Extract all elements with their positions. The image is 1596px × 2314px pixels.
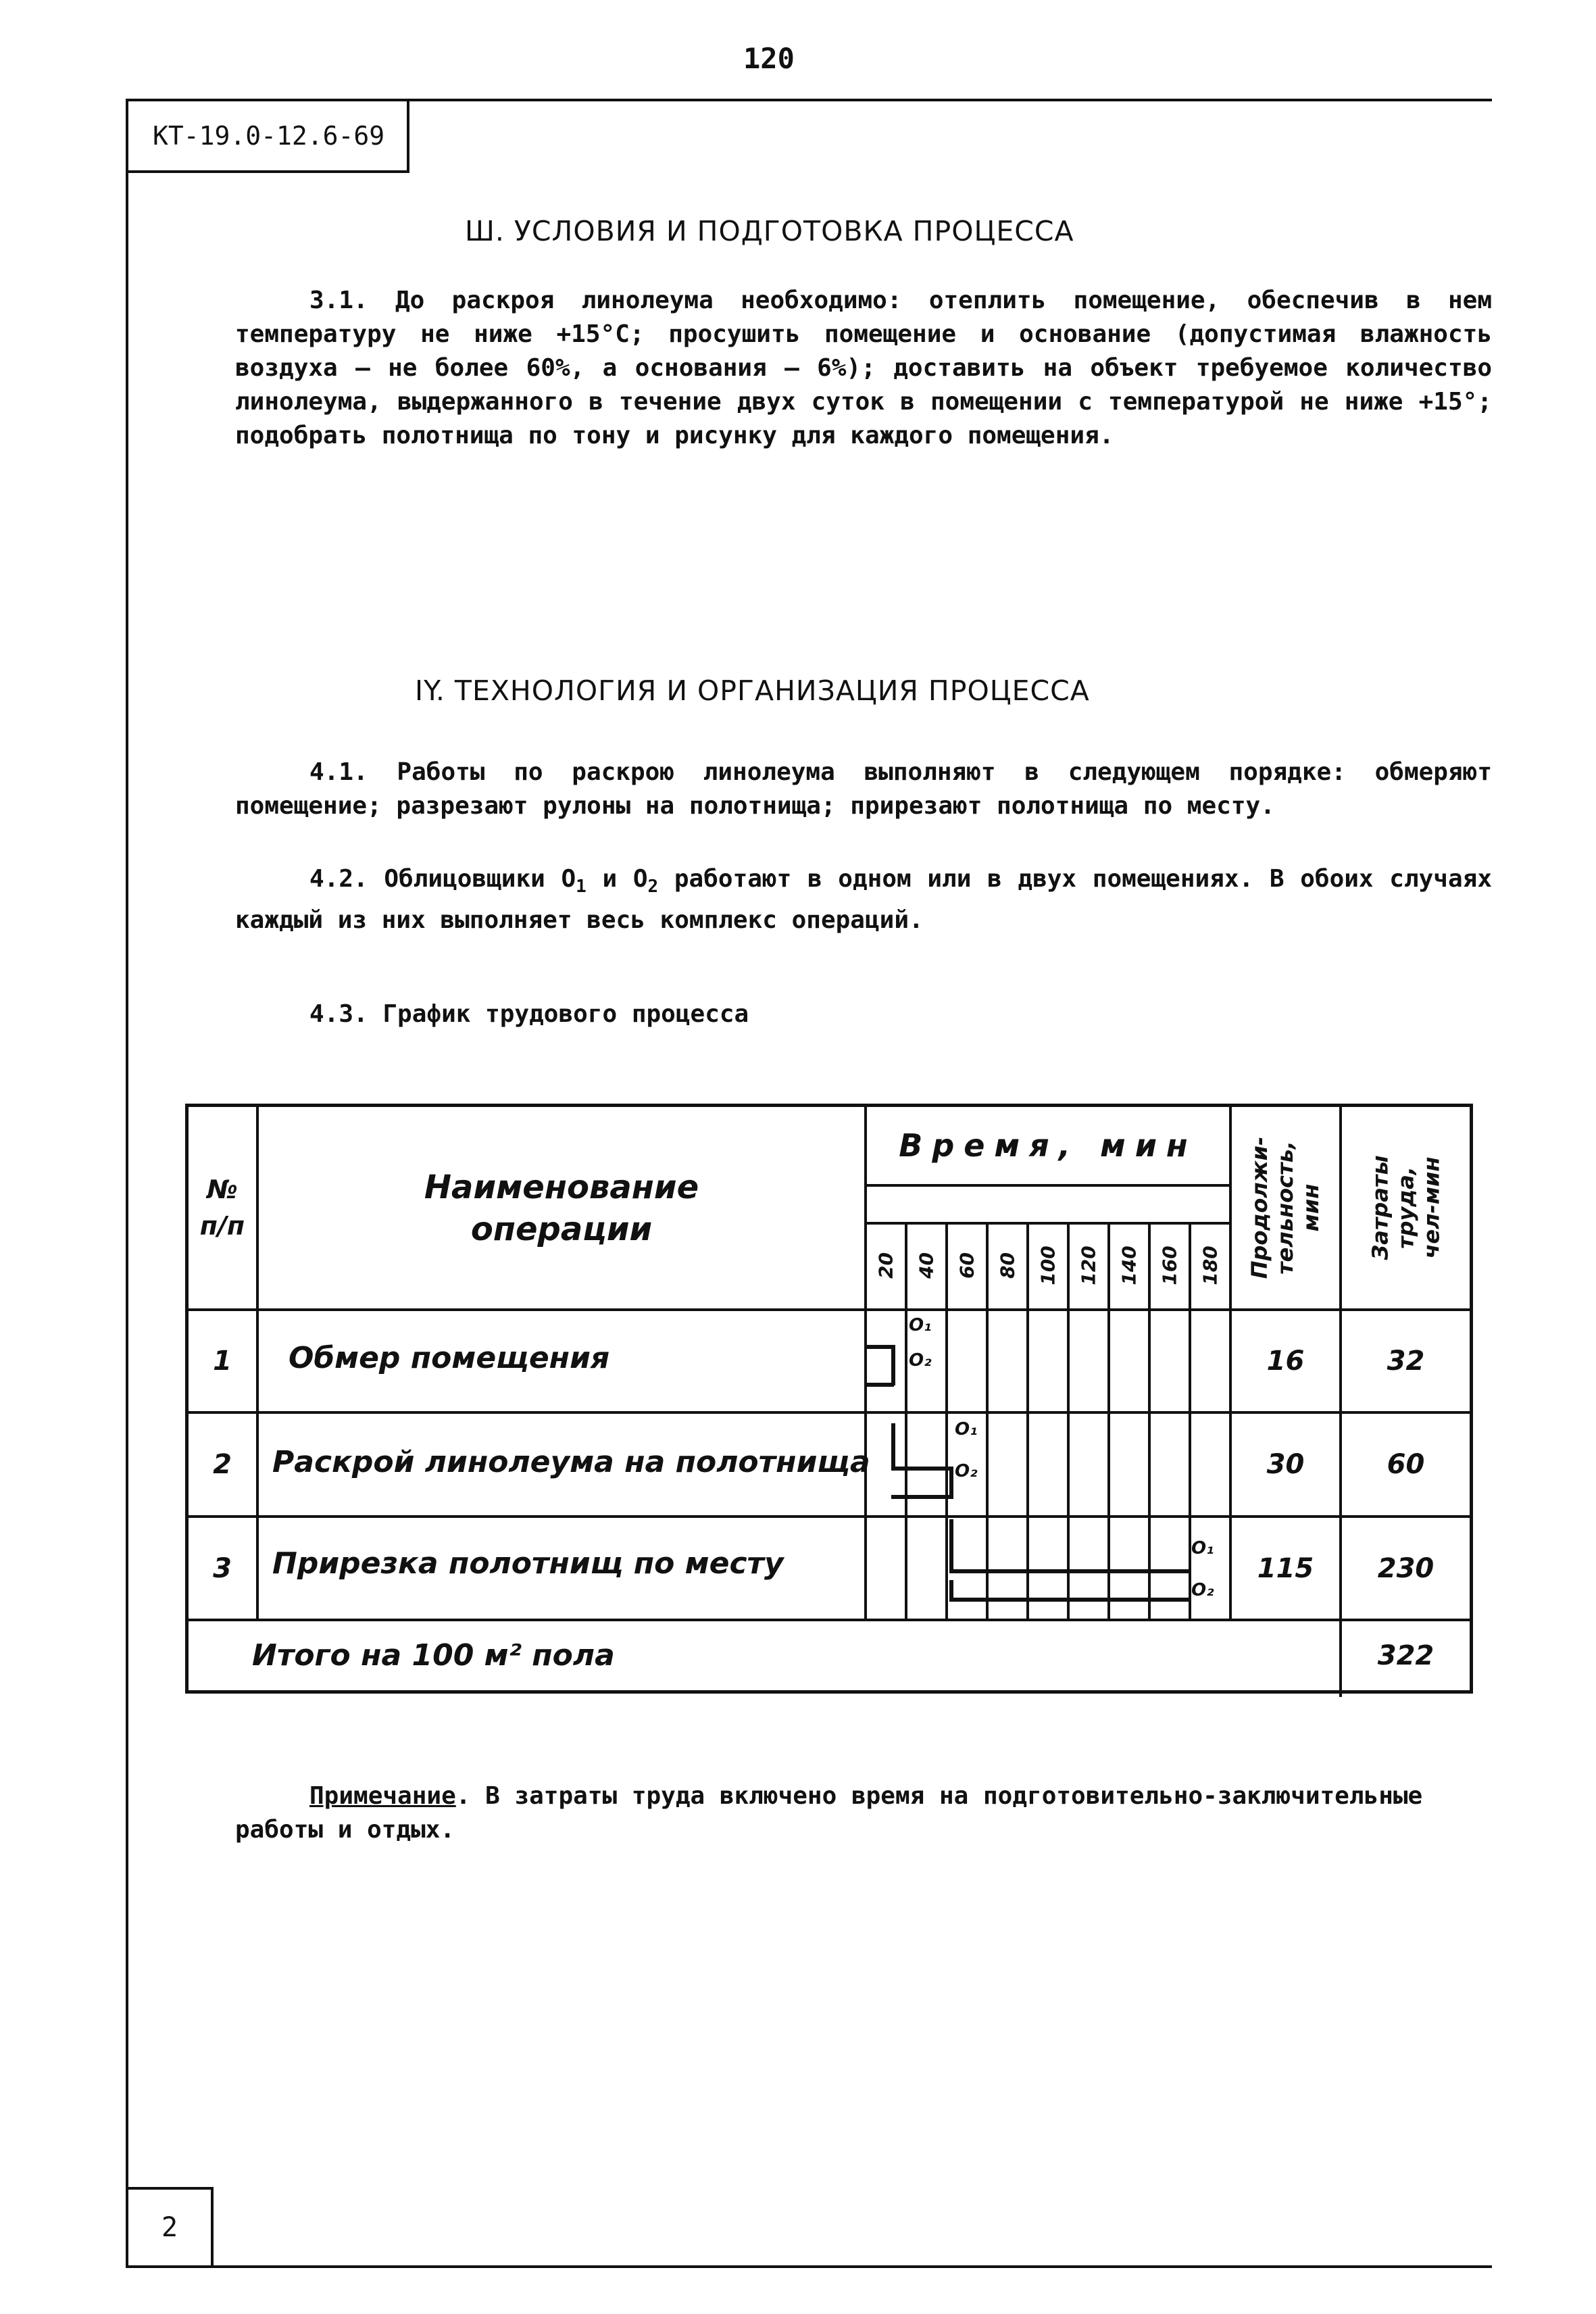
header-labor-text: Затраты труда, чел-мин	[1367, 1155, 1445, 1260]
header-operation-name	[259, 1134, 864, 1283]
tick-20: 20	[874, 1252, 897, 1279]
header-duration	[1232, 1107, 1339, 1308]
tick-80: 80	[996, 1252, 1019, 1279]
row-3-bar-o1-start	[949, 1519, 953, 1572]
time-grid-2	[945, 1222, 948, 1619]
tick-40: 40	[915, 1252, 938, 1279]
row-1-bar-o1	[867, 1345, 894, 1349]
time-grid-8	[1189, 1222, 1191, 1619]
row-1-name: Обмер помещения	[289, 1341, 610, 1375]
row-3-bottom-line	[189, 1619, 1470, 1621]
row-1-bar-o2	[867, 1383, 894, 1387]
tick-100: 100	[1037, 1246, 1059, 1285]
section-3-title: Ш. УСЛОВИЯ И ПОДГОТОВКА ПРОЦЕССА	[465, 215, 1074, 247]
row-3-bar-o2	[949, 1598, 1189, 1602]
row-1-duration: 16	[1266, 1346, 1305, 1377]
row-3-duration: 115	[1257, 1552, 1314, 1584]
time-grid-1	[905, 1222, 907, 1619]
frame-left-line	[126, 99, 128, 2268]
row-2-bar-o1-start	[891, 1423, 895, 1469]
header-operation-name-text: Наименование операции	[424, 1168, 699, 1248]
sheet-number: 2	[126, 2187, 214, 2268]
row-1-number: 1	[213, 1346, 232, 1377]
section-3-paragraph	[235, 284, 1492, 453]
total-labor: 322	[1377, 1640, 1435, 1671]
section-4-title: IY. ТЕХНОЛОГИЯ И ОРГАНИЗАЦИЯ ПРОЦЕССА	[415, 674, 1090, 707]
row-2-bar-o2	[891, 1495, 952, 1499]
tick-160: 160	[1158, 1246, 1181, 1285]
note-label: Примечание	[309, 1782, 456, 1810]
row-2-worker-1: О₁	[955, 1419, 978, 1439]
paragraph-4-1-text: 4.1. Работы по раскрою линолеума выполняют в следующем порядке: обмеряют помещение; разрезают рулоны на полотнища; прирезают полотнища по месту.	[235, 758, 1492, 820]
row-3-name: Прирезка полотнищ по месту	[272, 1546, 784, 1581]
row-3-bar-o1	[949, 1569, 1189, 1573]
total-label: Итого на 100 м² пола	[252, 1638, 615, 1673]
row-2-labor: 60	[1387, 1449, 1425, 1480]
row-2-duration: 30	[1266, 1449, 1305, 1480]
paragraph-4-1	[235, 756, 1492, 823]
row-1-labor: 32	[1387, 1346, 1425, 1377]
header-number	[189, 1107, 256, 1308]
paragraph-4-2	[235, 862, 1492, 937]
time-grid-7	[1148, 1222, 1151, 1619]
row-1-bar-o1-end	[891, 1345, 895, 1385]
time-grid-5	[1067, 1222, 1070, 1619]
header-time: Время, мин	[899, 1127, 1197, 1164]
paragraph-4-2-part-b: и О	[586, 865, 648, 893]
header-number-text: № п/п	[199, 1175, 245, 1241]
labor-process-table	[185, 1104, 1473, 1694]
row-3-worker-1: О₁	[1191, 1538, 1214, 1558]
row-2-number: 2	[213, 1449, 232, 1480]
tick-60: 60	[955, 1252, 978, 1279]
paragraph-4-2-sub-1: 1	[576, 877, 587, 897]
paragraph-4-3	[235, 998, 1492, 1031]
tick-140: 140	[1118, 1246, 1141, 1285]
note-text: . В затраты труда включено время на подготовительно-заключительные работы и отдых.	[235, 1782, 1423, 1844]
row-2-bar-o1	[891, 1467, 952, 1471]
page-number: 120	[743, 42, 795, 75]
paragraph-4-2-part-a: 4.2. Облицовщики О	[309, 865, 576, 893]
row-2-worker-2: О₂	[955, 1461, 978, 1481]
tick-180: 180	[1199, 1246, 1222, 1285]
row-1-worker-1: О₁	[909, 1315, 932, 1335]
document-code: КТ-19.0-12.6-69	[126, 99, 409, 173]
time-header-line	[864, 1184, 1229, 1187]
section-3-text: 3.1. До раскроя линолеума необходимо: отеплить помещение, обеспечив в нем температуру не ниже +15°С; просушить помещение и основание (допустимая влажность воздуха – не более 60%, а основания – 6%); доставить на объект требуемое количество линолеума, выдержанного в течение двух суток в помещении с температурой не ниже +15°; подобрать полотнища по тону и рисунку для каждого помещения.	[235, 287, 1492, 449]
row-3-worker-2: О₂	[1191, 1580, 1214, 1600]
note	[235, 1779, 1492, 1847]
row-1-worker-2: О₂	[909, 1350, 932, 1371]
header-labor	[1342, 1107, 1470, 1308]
row-3-number: 3	[213, 1552, 232, 1584]
time-grid-4	[1026, 1222, 1029, 1619]
ticks-top-line	[864, 1222, 1229, 1225]
row-3-bar-o2-start	[949, 1580, 953, 1602]
row-3-labor: 230	[1377, 1552, 1435, 1584]
frame-bottom-line	[126, 2265, 1492, 2268]
row-2-bar-end	[949, 1467, 953, 1499]
header-duration-text: Продолжи-тельность, мин	[1247, 1136, 1324, 1279]
paragraph-4-3-text: 4.3. График трудового процесса	[309, 1000, 749, 1028]
paragraph-4-2-part-c: работают в одном или в двух помещениях. В обоих случаях каждый из них выполняет весь комплекс операций.	[235, 865, 1492, 935]
time-grid-3	[986, 1222, 989, 1619]
row-2-name: Раскрой линолеума на полотнища	[272, 1445, 870, 1479]
time-grid-6	[1107, 1222, 1110, 1619]
paragraph-4-2-sub-2: 2	[647, 877, 659, 897]
tick-120: 120	[1077, 1246, 1100, 1285]
